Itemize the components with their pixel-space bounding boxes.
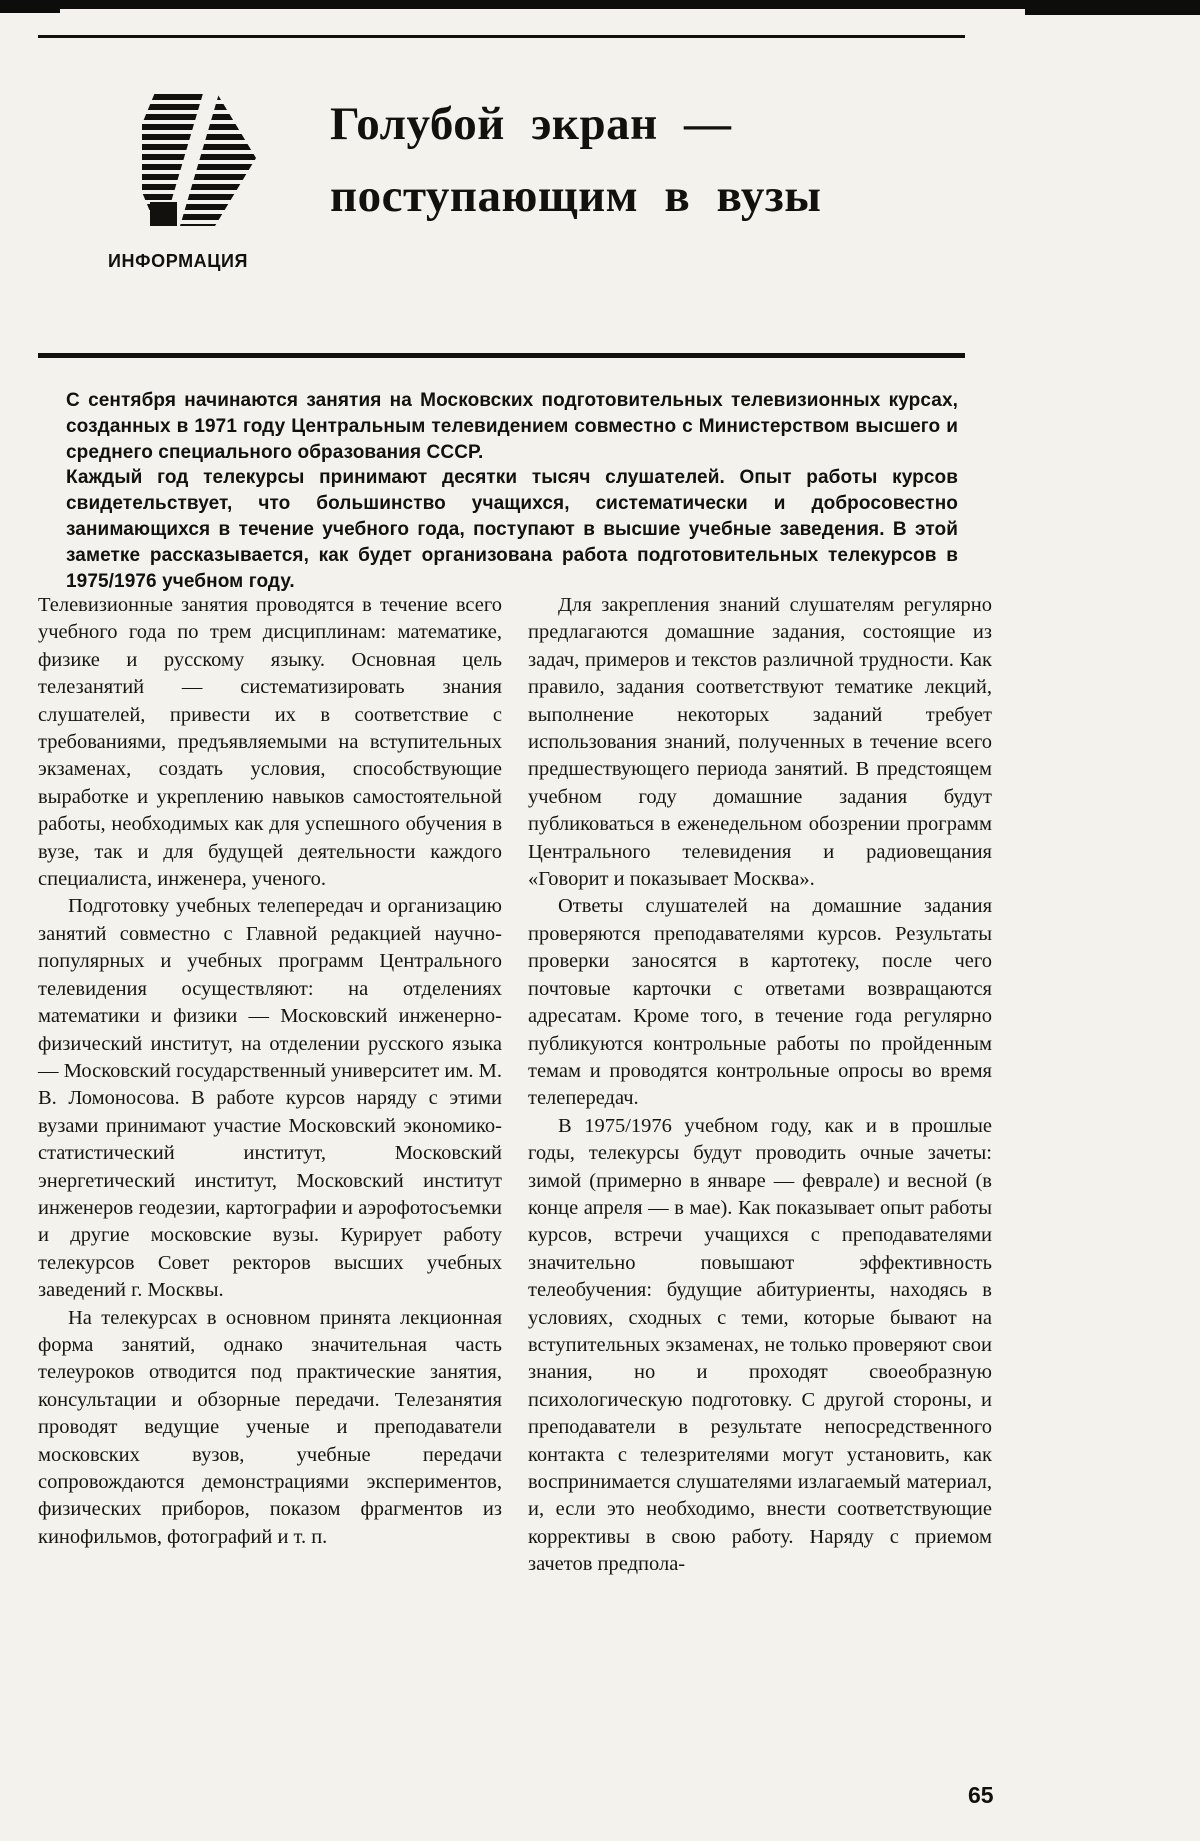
right-column [528, 592, 992, 1579]
body-paragraph: На телекурсах в основном принята лекционная форма занятий, однако значительная часть телеуроков отводится под практические занятия, консультации и обзорные передачи. Телезанятия проводят ведущие ученые и преподаватели московских вузов, учебные передачи сопровождаются демонстрациями экспериментов, физических приборов, показом фрагментов из кинофильмов, фотографий и т. п. [38, 1306, 502, 1548]
article-title-line2: поступающим в вузы [330, 170, 822, 222]
scan-top-edge [0, 0, 1200, 9]
logo-block [38, 84, 330, 272]
lead-paragraph: Каждый год телекурсы принимают десятки тысяч слушателей. Опыт работы курсов свидетельствует, что большинство учащихся, систематически и добросовестно занимающихся в течение учебного года, поступают в высшие учебные заведения. В этой заметке рассказывается, как будет организована работа подготовительных телекурсов в 1975/1976 учебном году. [66, 467, 958, 592]
top-rule [38, 35, 965, 38]
body-paragraph: Телевизионные занятия проводятся в течение всего учебного года по трем дисциплинам: математике, физике и русскому языку. Основная цель телезанятий — систематизировать знания слушателей, привести их в соответствие с требованиями, предъявляемыми на вступительных экзаменах, создать условия, способствующие выработке и укреплению навыков самостоятельной работы, необходимых как для успешного обучения в вузе, так и для будущей деятельности каждого специалиста, инженера, ученого. [38, 594, 502, 891]
body-paragraph: Подготовку учебных телепередач и организацию занятий совместно с Главной редакцией научно-популярных и учебных программ Центрального телевидения осуществляют: на отделениях математики и физики — Московский инженерно-физический институт, на отделении русского языка — Московский государственный университет им. М. В. Ломоносова. В работе курсов наряду с этими вузами принимают участие Московский экономико-статистический институт, Московский энергетический институт, Московский институт инженеров геодезии, картографии и аэрофотосъемки и другие московские вузы. Курирует работу телекурсов Совет ректоров высших учебных заведений г. Москвы. [38, 895, 502, 1302]
scan-top-left-artifact [0, 0, 60, 13]
article-title [330, 84, 821, 272]
body-paragraph: Для закрепления знаний слушателям регулярно предлагаются домашние задания, состоящие из задач, примеров и текстов различной трудности. Как правило, задания соответствуют тематике лекций, выполнение некоторых заданий требует использования знаний, полученных в течение всего предшествующего периода занятий. В предстоящем учебном году домашние задания будут публиковаться в еженедельном обозрении программ Центрального телевидения и радиовещания «Говорит и показывает Москва». [528, 594, 992, 891]
article-header [38, 84, 992, 272]
body-paragraph: В 1975/1976 учебном году, как и в прошлые годы, телекурсы будут проводить очные зачеты: зимой (примерно в январе — феврале) и весной (в конце апреля — в мае). Как показывает опыт работы курсов, встречи учащихся с преподавателями значительно повышают эффективность телеобучения: будущие абитуриенты, находясь в условиях, сходных с теми, которые бывают на вступительных экзаменах, не только проверяют свои знания, но и проходят своеобразную психологическую подготовку. С другой стороны, и преподаватели в результате непосредственного контакта с телезрителями могут установить, как воспринимается слушателями излагаемый материал, и, если это необходимо, внести соответствующие коррективы в свою работу. Наряду с приемом зачетов предпола- [528, 1114, 992, 1576]
lead-paragraph: С сентября начинаются занятия на Московских подготовительных телевизионных курсах, созданных в 1971 году Центральным телевидением совместно с Министерством высшего и среднего специального образования СССР. [66, 390, 958, 463]
scan-top-right-artifact [1025, 0, 1200, 15]
article-body [38, 592, 992, 1579]
section-rule [38, 353, 965, 358]
logo-label: ИНФОРМАЦИЯ [108, 251, 249, 271]
page-number: 65 [968, 1782, 994, 1808]
body-paragraph: Ответы слушателей на домашние задания проверяются преподавателями курсов. Результаты проверки заносятся в картотеку, после чего почтовые карточки с ответами возвращаются адресатам. Кроме того, в течение года регулярно публикуются контрольные работы по пройденным темам и проводятся контрольные опросы во время телепередач. [528, 895, 992, 1110]
article-title-line1: Голубой экран — [330, 98, 732, 150]
left-column [38, 592, 502, 1579]
lead-abstract [66, 388, 958, 594]
informatsiya-striped-hexagon-logo [118, 84, 268, 234]
